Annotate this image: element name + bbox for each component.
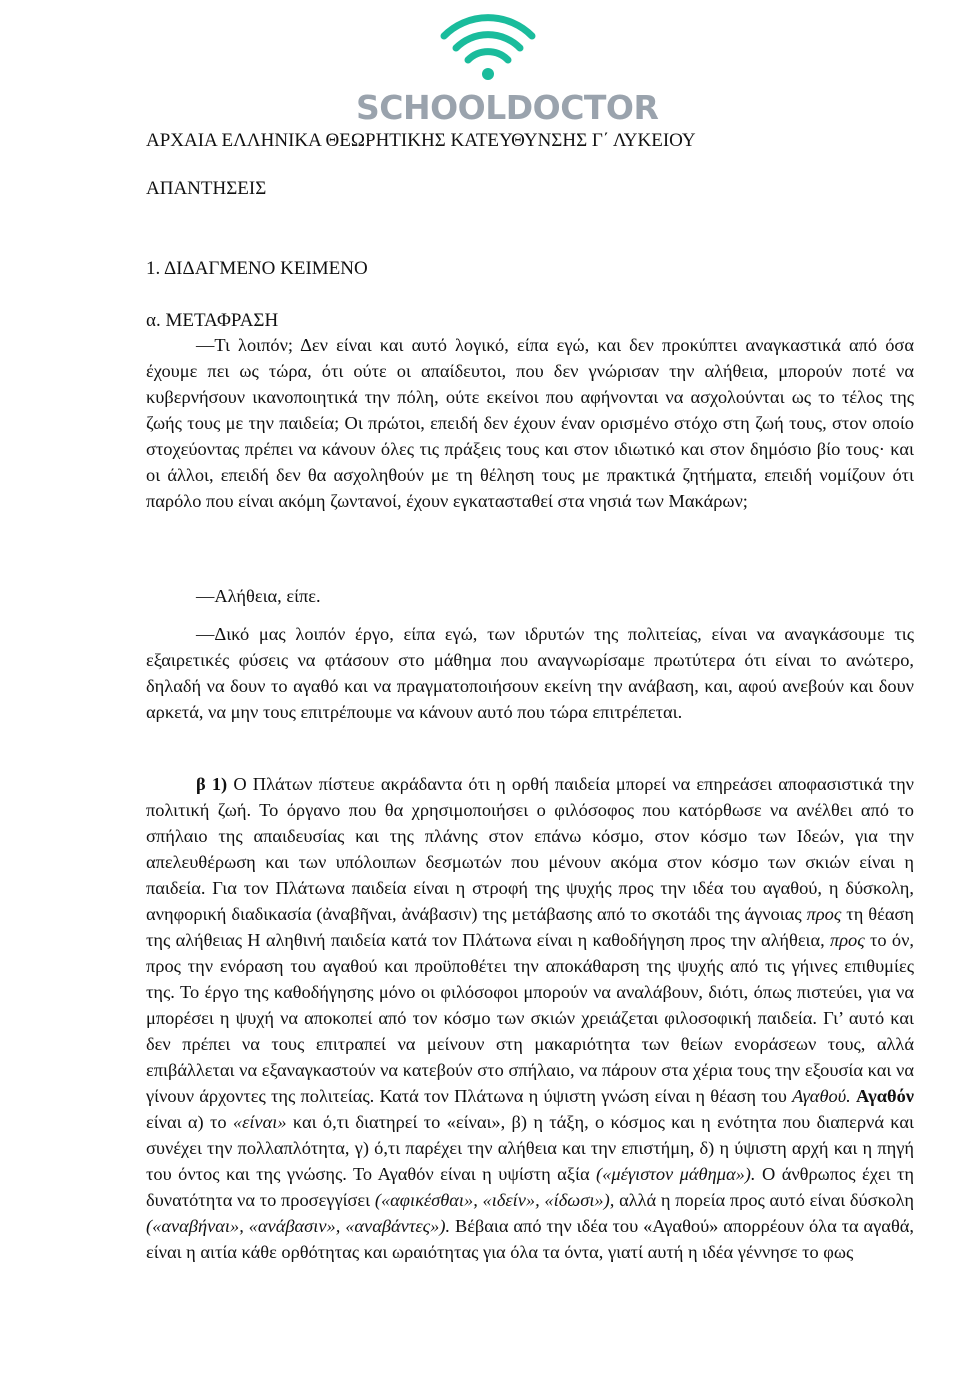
italic-run: «είναι» — [232, 1112, 287, 1132]
logo-doctor: DOCTOR — [505, 88, 659, 127]
text-run: τη θέαση της αλήθειας Η αληθινή παιδεία κατά τον Πλάτωνα είναι η καθοδήγηση προς την αλήθεια, — [146, 904, 914, 950]
paragraph-text: —Αλήθεια, είπε. — [196, 586, 321, 606]
text-run: Βέβαια από την ιδέα του «Αγαθού» απορρέουν όλα τα αγαθά, είναι η αιτία κάθε ορθότητας και ωραιότητας για όλα τα όντα, γιατί αυτή η ιδέα γέννησε το φως — [146, 1216, 914, 1262]
text-run: αλλά η πορεία προς αυτό είναι δύσκολη — [614, 1190, 914, 1210]
text-run: το όν, προς την ενόραση του αγαθού και προϋποθέτει την αποκάθαρση της ψυχής από τις γήινες επιθυμίες της. Το έργο της καθοδήγησης μόνο οι φιλόσοφοι μπορούν να αναλάβουν, διότι, όπως πιστεύει, για να μπορέσει η ψυχή να αποκοπεί από τον κόσμο των σκιών χρειάζεται φιλοσοφική παιδεία. Γι’ αυτό και δεν πρέπει να τους επιτραπεί να μείνουν στη μακαριότητα των θείων ενοράσεων τους, αλλά επιβάλλεται να εξαναγκαστούν να κατεβούν στο σπήλαιο, να πάρουν στα χέρια τους την εξουσία και να γίνουν άρχοντες της πολιτείας. Κατά τον Πλάτωνα η ύψιστη γνώση είναι η θέαση του — [146, 930, 914, 1106]
schooldoctor-logo — [356, 8, 659, 127]
logo-wordmark — [356, 88, 659, 128]
text-run: και ό,τι διατηρεί το «είναι», β) η τάξη, ο κόσμος και η ενότητα που διαπερνά και συνέχει την πολλαπλότητα, γ) ό,τι παρέχει την αλήθεια και την επιστήμη, δ) η ύψιστη αρχή και η πηγή του όντος και της γνώσης. Το Αγαθόν είναι η υψίστη αξία — [146, 1112, 914, 1184]
italic-run: («μέγιστον μάθημα»). — [596, 1164, 756, 1184]
italic-run: προς — [830, 930, 865, 950]
section-heading: 1. ΔΙΔΑΓΜΕΝΟ ΚΕΙΜΕΝΟ — [146, 258, 368, 279]
paragraph-text: —Δικό μας λοιπόν έργο, είπα εγώ, των ιδρυτών της πολιτείας, είναι να αναγκάσουμε τις εξαιρετικές φύσεις να φτάσουν στο μάθημα που αναγνωρίσαμε πρωτύτερα ότι είναι το ανώτερο, δηλαδή να δουν το αγαθό και να πραγματοποιήσουν εκείνη την ανάβαση, και, αφού ανεβούν και δουν αρκετά, να μην τους επιτρέπουμε να κάνουν αυτό που τώρα επιτρέπεται. — [146, 624, 914, 722]
italic-run: προς — [806, 904, 842, 924]
subsection-heading-translation: α. ΜΕΤΑΦΡΑΣΗ — [146, 310, 279, 331]
answers-heading: ΑΠΑΝΤΗΣΕΙΣ — [146, 178, 267, 199]
logo-school: SCHOOL — [356, 88, 506, 127]
answer-b1-paragraph — [146, 771, 914, 1265]
italic-run: («αναβήναι», «ανάβασιν», «αναβάντες»). — [146, 1216, 451, 1236]
text-run: είναι α) το — [146, 1112, 233, 1132]
paragraph-text: —Τι λοιπόν; Δεν είναι και αυτό λογικό, είπα εγώ, και δεν προκύπτει αναγκαστικά από όσα έχουμε πει ως τώρα, ότι ούτε οι απαίδευτοι, που δεν γνώρισαν την αλήθεια, μπορούν ποτέ να κυβερνήσουν ικανοποιητικά την πόλη, ούτε εκείνοι που αφήνονται να ασχολούνται ως το τέλος της ζωής τους με την παιδεία; Οι πρώτοι, επειδή δεν έχουν έναν ορισμένο στόχο στη ζωή τους, στον οποίο στοχεύοντας πρέπει να κάνουν όλες τις πράξεις τους και στον ιδιωτικό και στον δημόσιο βίο τους· και οι άλλοι, επειδή δεν θα ασχοληθούν με τη θέληση τους με πρακτικά ζητήματα, επειδή νομίζουν ότι παρόλο που είναι ακόμη ζωντανοί, έχουν εγκατασταθεί στα νησιά των Μακάρων; — [146, 335, 914, 511]
wifi-signal-icon — [438, 8, 538, 88]
text-run: Ο άνθρωπος έχει τη δυνατότητα να το προσεγγίσει — [146, 1164, 914, 1210]
answer-label: β 1) — [196, 774, 228, 794]
italic-run: Αγαθού. — [792, 1086, 851, 1106]
italic-run: («αφικέσθαι», «ιδείν», «ίδωσι»), — [374, 1190, 615, 1210]
translation-paragraph-2 — [146, 583, 914, 609]
translation-paragraph-1 — [146, 332, 914, 514]
document-title: ΑΡΧΑΙΑ ΕΛΛΗΝΙΚΑ ΘΕΩΡΗΤΙΚΗΣ ΚΑΤΕΥΘΥΝΣΗΣ Γ΄ ΛΥΚΕΙΟΥ — [146, 130, 696, 151]
bold-run: Αγαθόν — [855, 1086, 914, 1106]
translation-paragraph-3 — [146, 621, 914, 725]
text-run: Ο Πλάτων πίστευε ακράδαντα ότι η ορθή παιδεία μπορεί να επηρεάσει αποφασιστικά την πολιτική ζωή. Το όργανο που θα χρησιμοποιήσει ο φιλόσοφος που κατόρθωσε να ανέλθει από το σπήλαιο της απαιδευσίας και της πλάνης στον επάνω κόσμο, στον κόσμο των Ιδεών, για την απελευθέρωση και των υπόλοιπων δεσμωτών που μένουν ακόμα στον κόσμο των σκιών είναι η παιδεία. Για τον Πλάτωνα παιδεία είναι η στροφή της ψυχής προς την ιδέα του αγαθού, η δύσκολη, ανηφορική διαδικασία (ἀναβῆναι, ἀνάβασιν) της μετάβασης από το σκοτάδι της άγνοιας — [146, 774, 915, 924]
paragraph-text — [146, 771, 914, 1265]
